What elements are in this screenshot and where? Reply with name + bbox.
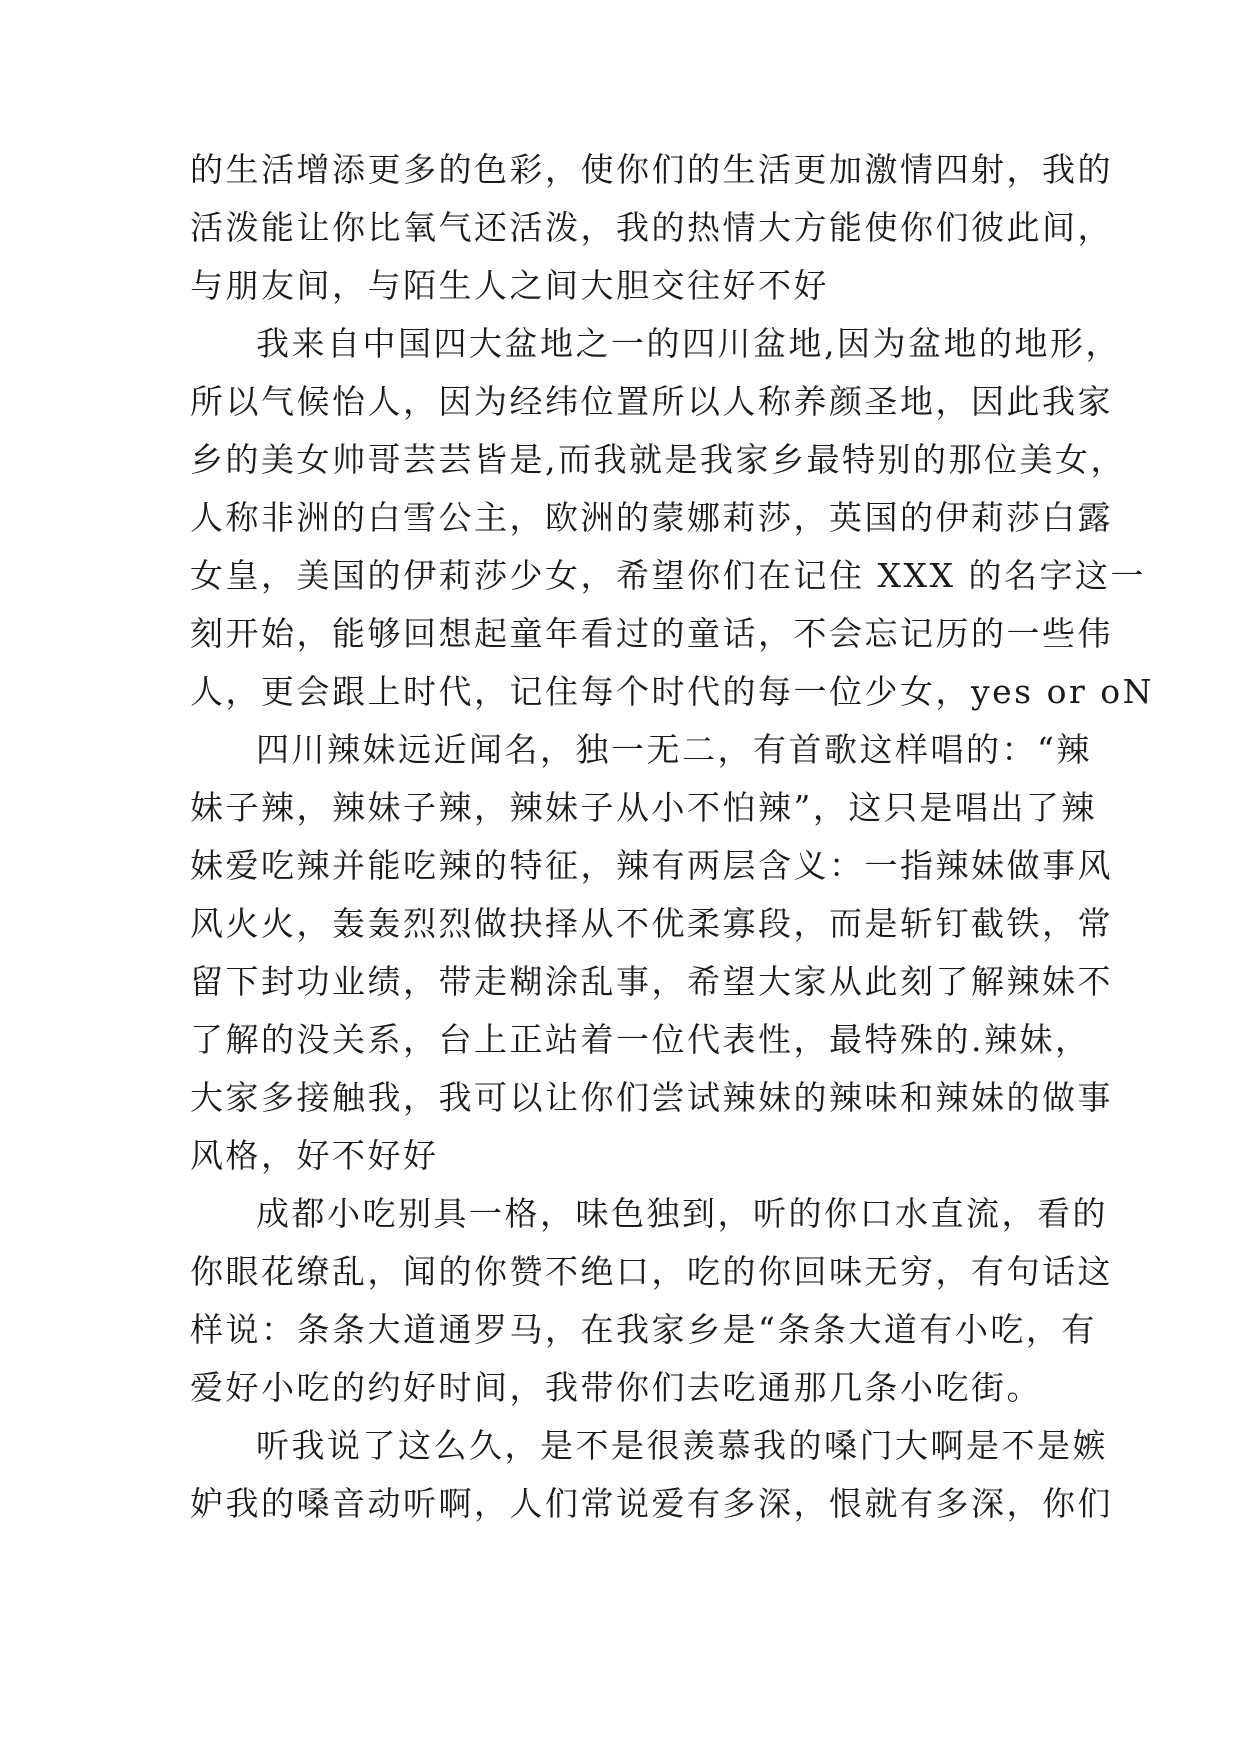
text-line: 人称非洲的白雪公主，欧洲的蒙娜莉莎，英国的伊莉莎白露 bbox=[190, 498, 1113, 537]
text-line: 了解的没关系，台上正站着一位代表性，最特殊的.辣妹， bbox=[190, 1020, 1091, 1059]
paragraph-first-line: 听我说了这么久，是不是很羡慕我的嗓门大啊是不是嫉 bbox=[256, 1426, 1108, 1465]
text-line: 爱好小吃的约好时间，我带你们去吃通那几条小吃街。 bbox=[190, 1368, 1042, 1407]
text-line: 你眼花缭乱，闻的你赞不绝口，吃的你回味无穷，有句话这 bbox=[190, 1252, 1113, 1291]
text-line: 风火火，轰轰烈烈做抉择从不优柔寡段，而是斩钉截铁，常 bbox=[190, 904, 1113, 943]
paragraph-first-line: 四川辣妹远近闻名，独一无二，有首歌这样唱的：“辣 bbox=[256, 730, 1092, 769]
text-line: 的生活增添更多的色彩，使你们的生活更加激情四射，我的 bbox=[190, 150, 1113, 189]
text-line: 样说：条条大道通罗马，在我家乡是“条条大道有小吃，有 bbox=[190, 1310, 1097, 1349]
text-line: 女皇，美国的伊莉莎少女，希望你们在记住 XXX 的名字这一 bbox=[190, 556, 1146, 595]
text-line: 与朋友间，与陌生人之间大胆交往好不好 bbox=[190, 266, 829, 305]
text-line: 乡的美女帅哥芸芸皆是,而我就是我家乡最特别的那位美女， bbox=[190, 440, 1126, 479]
text-line: 大家多接触我，我可以让你们尝试辣妹的辣味和辣妹的做事 bbox=[190, 1078, 1113, 1117]
text-line: 刻开始，能够回想起童年看过的童话，不会忘记历的一些伟 bbox=[190, 614, 1113, 653]
text-line: 人，更会跟上时代，记住每个时代的每一位少女，yes or oN bbox=[190, 672, 1154, 711]
paragraph-first-line: 我来自中国四大盆地之一的四川盆地,因为盆地的地形， bbox=[256, 324, 1121, 363]
text-line: 妹爱吃辣并能吃辣的特征，辣有两层含义：一指辣妹做事风 bbox=[190, 846, 1113, 885]
text-line: 风格，好不好好 bbox=[190, 1136, 439, 1175]
paragraph-first-line: 成都小吃别具一格，味色独到，听的你口水直流，看的 bbox=[256, 1194, 1108, 1233]
text-line: 妒我的嗓音动听啊，人们常说爱有多深，恨就有多深，你们 bbox=[190, 1484, 1113, 1523]
text-line: 妹子辣，辣妹子辣，辣妹子从小不怕辣”，这只是唱出了辣 bbox=[190, 788, 1097, 827]
text-line: 留下封功业绩，带走糊涂乱事，希望大家从此刻了解辣妹不 bbox=[190, 962, 1113, 1001]
text-line: 活泼能让你比氧气还活泼，我的热情大方能使你们彼此间， bbox=[190, 208, 1113, 247]
text-line: 所以气候怡人，因为经纬位置所以人称养颜圣地，因此我家 bbox=[190, 382, 1113, 421]
